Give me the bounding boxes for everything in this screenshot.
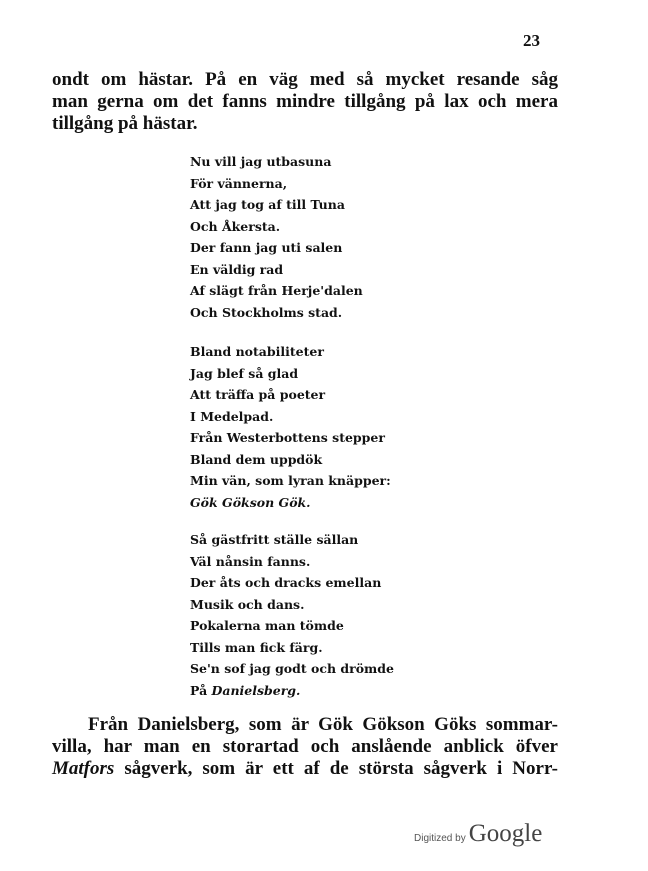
verse-line: Väl nånsin fanns. xyxy=(190,553,311,569)
verse-line: Der fann jag uti salen xyxy=(190,240,343,255)
poem-stanza xyxy=(190,151,363,323)
intro-line: ondt om hästar. På en väg med så mycket resande såg xyxy=(52,69,558,90)
verse-line: Der åts och dracks emellan xyxy=(190,575,382,590)
verse-line: Bland dem uppdök xyxy=(190,451,323,467)
verse-line: Nu vill jag utbasuna xyxy=(190,154,332,169)
verse-line: För vännerna, xyxy=(190,175,288,191)
verse-line: Pokalerna man tömde xyxy=(190,618,344,633)
verse-line: Från Westerbottens stepper xyxy=(190,430,385,445)
verse-line: Tills man fick färg. xyxy=(190,639,323,655)
verse-line: I Medelpad. xyxy=(190,408,274,424)
verse-line: Gök Gökson Gök. xyxy=(190,494,311,510)
digitized-by-watermark xyxy=(414,820,542,848)
place-name: Matfors xyxy=(52,758,115,779)
verse-line: Min vän, som lyran knäpper: xyxy=(190,473,391,488)
place-name: Danielsberg. xyxy=(211,682,301,698)
verse-line: Att träffa på poeter xyxy=(190,387,326,402)
intro-paragraph xyxy=(52,69,558,135)
verse-line: Musik och dans. xyxy=(190,596,305,612)
verse-line: Bland notabiliteter xyxy=(190,344,324,359)
page-number: 23 xyxy=(523,31,540,50)
verse-line: Jag blef så glad xyxy=(190,365,299,381)
intro-line: man gerna om det fanns mindre tillgång på lax och mera xyxy=(52,91,558,112)
watermark-label: Digitized by xyxy=(414,833,466,844)
verse-line: Och Åkersta. xyxy=(190,218,281,234)
closing-line xyxy=(52,758,558,780)
poem-stanza xyxy=(190,341,391,513)
verse-line: Så gästfritt ställe sällan xyxy=(190,532,359,547)
intro-line: tillgång på hästar. xyxy=(52,113,198,134)
poem-stanza xyxy=(190,529,394,701)
verse-line: Att jag tog af till Tuna xyxy=(190,197,345,212)
closing-line: villa, har man en storartad och anslående anblick öfver xyxy=(52,736,558,757)
verse-line: Se'n sof jag godt och drömde xyxy=(190,661,394,676)
closing-line-rest: sågverk, som är ett af de största sågverk i Norr- xyxy=(114,758,558,779)
verse-line: Och Stockholms stad. xyxy=(190,304,343,320)
verse-line: På Danielsberg. xyxy=(190,682,301,698)
verse-line: En väldig rad xyxy=(190,261,284,277)
google-logo: Google xyxy=(468,820,543,847)
verse-line: Af slägt från Herje'dalen xyxy=(190,283,363,298)
closing-paragraph xyxy=(52,714,558,780)
closing-line: Från Danielsberg, som är Gök Gökson Göks sommar- xyxy=(88,714,558,735)
